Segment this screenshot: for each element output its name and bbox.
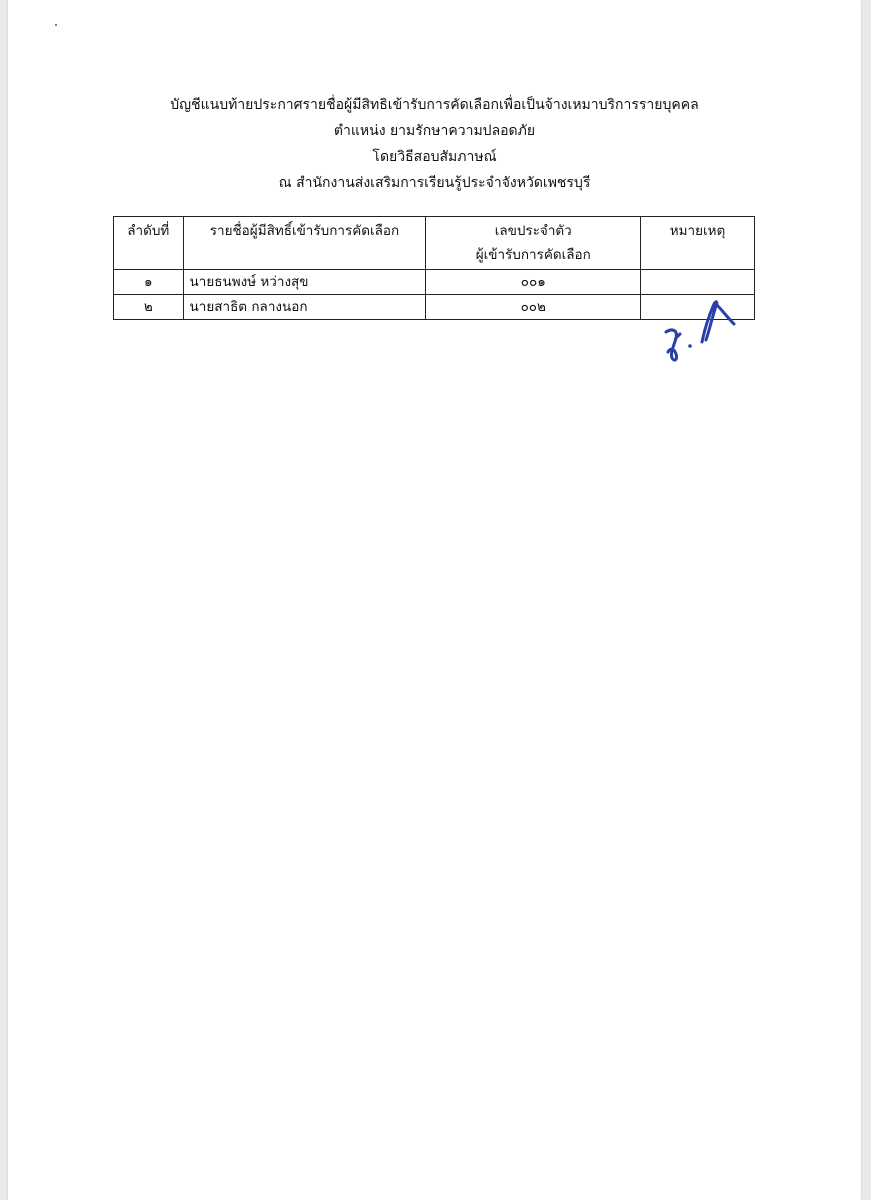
header-remarks: หมายเหตุ	[641, 217, 755, 270]
document-page	[8, 0, 861, 1200]
row-id: ๐๐๑	[426, 270, 641, 295]
title-line-3: โดยวิธีสอบสัมภาษณ์	[372, 149, 497, 165]
title-line-1: บัญชีแนบท้ายประกาศรายชื่อผู้มีสิทธิเข้ารับการคัดเลือกเพื่อเป็นจ้างเหมาบริการรายบุคคล	[170, 97, 699, 113]
header-id-line-2: ผู้เข้ารับการคัดเลือก	[475, 247, 591, 263]
row-id: ๐๐๒	[426, 295, 641, 320]
header-id	[426, 217, 641, 270]
header-order: ลำดับที่	[114, 217, 184, 270]
table-header-row	[114, 217, 755, 270]
document-header	[8, 92, 861, 196]
row-order: ๑	[114, 270, 184, 295]
row-order: ๒	[114, 295, 184, 320]
title-line-4: ณ สำนักงานส่งเสริมการเรียนรู้ประจำจังหวัดเพชรบุรี	[278, 175, 591, 191]
row-name: นายธนพงษ์ หว่างสุข	[183, 270, 426, 295]
header-name: รายชื่อผู้มีสิทธิ์เข้ารับการคัดเลือก	[183, 217, 426, 270]
header-id-line-1: เลขประจำตัว	[494, 223, 572, 239]
row-name: นายสาธิต กลางนอก	[183, 295, 426, 320]
handwritten-signature	[658, 288, 748, 368]
title-line-2: ตำแหน่ง ยามรักษาความปลอดภัย	[333, 123, 536, 139]
paper-speck	[55, 24, 57, 26]
